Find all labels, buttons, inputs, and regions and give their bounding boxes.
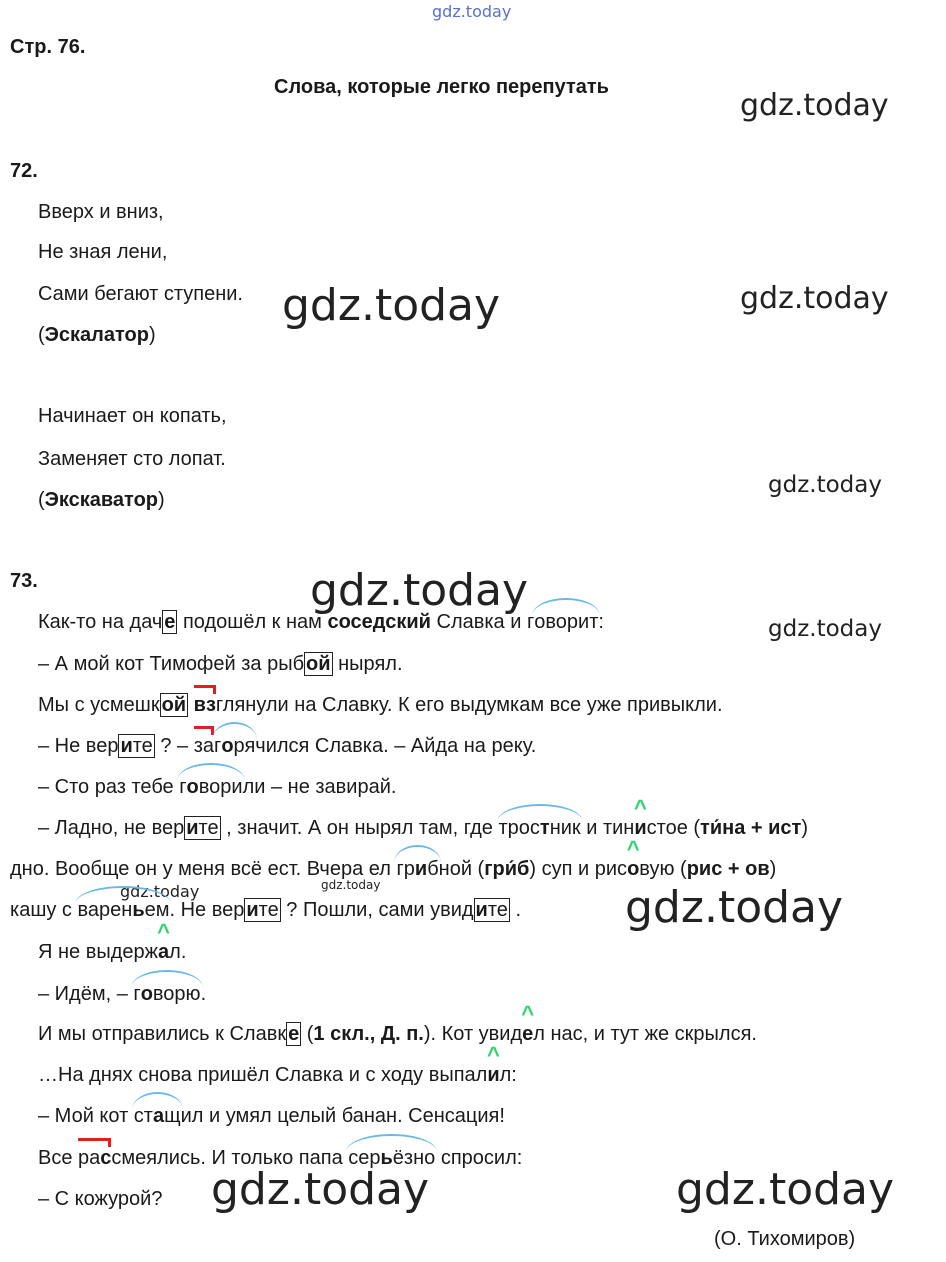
author: (О. Тихомиров) [714,1228,856,1250]
watermark: gdz.today [676,1164,895,1215]
watermark: gdz.today [120,882,200,901]
text-line: – Ладно, не вер ите , значит. А он нырял там, где тростник и тин^ истое (ти́на + ист) [38,815,808,841]
text-line: – Идём, – говорю. [38,983,207,1005]
riddle-line: Начинает он копать, [38,405,227,427]
text-line: – Не вер ите ? – загорячился Славка. – Айда на реку. [38,735,537,757]
riddle-line: Не зная лени, [38,241,168,263]
text-line: Все рассмеялись. И только папа серьёзно спросил: [38,1147,523,1169]
text-line: кашу с вареньем. Не вер ите ? Пошли, сами увид ите . [10,899,522,921]
text-line: – Сто раз тебе говорили – не завирай. [38,776,397,798]
watermark: gdz.today [768,472,882,498]
riddle-line: Вверх и вниз, [38,201,164,223]
page-title: Слова, которые легко перепутать [274,76,609,98]
text-line: …На днях снова пришёл Славка и с ходу выпал^ ил: [38,1062,517,1088]
exercise-number: 72. [10,160,38,182]
watermark: gdz.today [321,878,381,892]
watermark: gdz.today [740,281,889,316]
watermark: gdz.today [211,1164,430,1215]
watermark: gdz.today [740,88,889,123]
text-line: Как-то на дач е подошёл к нам соседский Славка и говорит: [38,611,604,633]
riddle-answer: (Эскалатор) [38,324,156,346]
watermark: gdz.today [432,2,512,21]
riddle-line: Заменяет сто лопат. [38,448,226,470]
text-line: Я не выдерж^ ал. [38,939,186,965]
watermark: gdz.today [310,565,529,616]
page-label: Стр. 76. [10,36,86,58]
watermark: gdz.today [768,616,882,642]
text-line: Мы с усмешк ой взглянули на Славку. К его выдумкам все уже привыкли. [38,694,723,716]
text-line: дно. Вообще он у меня всё ест. Вчера ел грибной (гри́б) суп и рис^ овую (рис + ов) [10,856,776,882]
riddle-answer: (Экскаватор) [38,489,165,511]
watermark: gdz.today [282,280,501,331]
text-line: И мы отправились к Славк е (1 скл., Д. п.). Кот увид^ ел нас, и тут же скрылся. [38,1021,757,1047]
riddle-line: Сами бегают ступени. [38,283,243,305]
watermark: gdz.today [625,882,844,933]
exercise-number: 73. [10,570,38,592]
text-line: – Мой кот стащил и умял целый банан. Сенсация! [38,1105,505,1127]
text-line: – А мой кот Тимофей за рыб ой нырял. [38,653,403,675]
text-line: – С кожурой? [38,1188,163,1210]
